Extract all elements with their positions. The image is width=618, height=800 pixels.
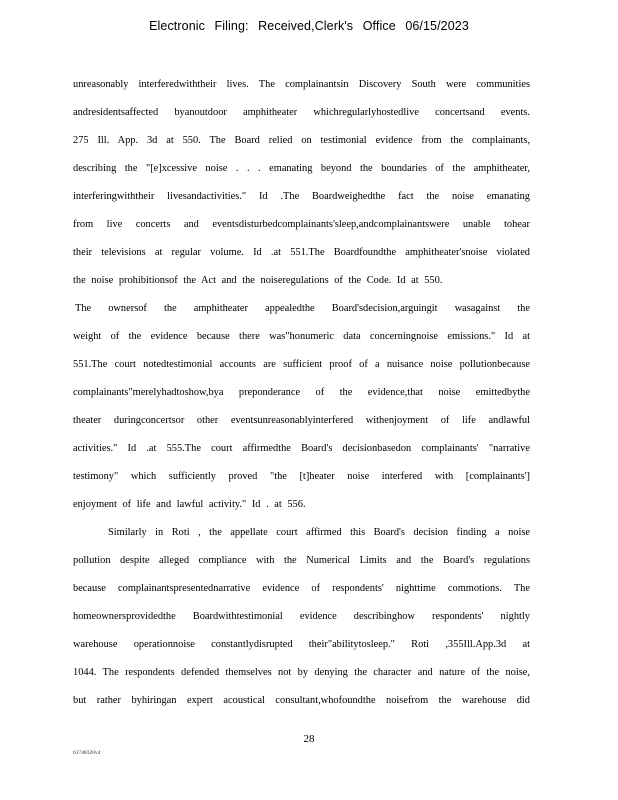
document-body bbox=[73, 71, 530, 715]
text-line: the noise prohibitionsof the Act and the noiseregulations of the Code. Id at 550. bbox=[73, 275, 443, 286]
text-line: The ownersof the amphitheater appealedthe Board'sdecision,arguingit wasagainst the bbox=[75, 303, 530, 314]
text-line: andresidentsaffected byanoutdoor amphitheater whichregularlyhostedlive concertsand events. bbox=[73, 107, 530, 118]
text-line: describing the "[e]xcessive noise . . . emanating beyond the boundaries of the amphitheater, bbox=[73, 163, 530, 174]
text-line: 551.The court notedtestimonial accounts are sufficient proof of a nuisance noise pollutionbecause bbox=[73, 359, 530, 370]
page-number: 28 bbox=[303, 733, 315, 745]
text-line: complainants"merelyhadtoshow,bya preponderance of the evidence,that noise emittedbythe bbox=[73, 387, 530, 398]
text-line: weight of the evidence because there was"honumeric data concerningnoise emissions." Id at bbox=[73, 331, 530, 342]
text-line: activities." Id .at 555.The court affirmedthe Board's decisionbasedon complainants' "narrative bbox=[73, 443, 530, 454]
text-line: unreasonably interferedwiththeir lives. The complainantsin Discovery South were communities bbox=[73, 79, 530, 90]
text-line: 1044. The respondents defended themselves not by denying the character and nature of the noise, bbox=[73, 667, 530, 678]
text-line: 275 Ill. App. 3d at 550. The Board relied on testimonial evidence from the complainants, bbox=[73, 135, 530, 146]
text-line: interferingwiththeir livesandactivities." Id .The Boardweighedthe fact the noise emanating bbox=[73, 191, 530, 202]
text-line: from live concerts and eventsdisturbedcomplainants'sleep,andcomplainantswere unable tohear bbox=[73, 219, 530, 230]
text-line: enjoyment of life and lawful activity." Id . at 556. bbox=[73, 499, 306, 510]
text-line: pollution despite alleged compliance with the Numerical Limits and the Board's regulations bbox=[73, 555, 530, 566]
text-line: warehouse operationnoise constantlydisrupted their"abilitytosleep." Roti ,355Ill.App.3d at bbox=[73, 639, 530, 650]
text-line: theater duringconcertsor other eventsunreasonablyinterfered withenjoyment of life andlawful bbox=[73, 415, 530, 426]
document-id: 61748320v4 bbox=[73, 750, 101, 756]
efiling-header-stamp: Electronic Filing: Received,Clerk's Office 06/15/2023 bbox=[149, 19, 469, 33]
text-line: testimony" which sufficiently proved "the [t]heater noise interfered with [complainants'] bbox=[73, 471, 530, 482]
text-line: homeownersprovidedthe Boardwithtestimonial evidence describinghow respondents' nightly bbox=[73, 611, 530, 622]
text-line: because complainantspresentednarrative evidence of respondents' nighttime commotions. The bbox=[73, 583, 530, 594]
text-line: their televisions at regular volume. Id .at 551.The Boardfoundthe amphitheater'snoise violated bbox=[73, 247, 530, 258]
text-line: Similarly in Roti , the appellate court affirmed this Board's decision finding a noise bbox=[108, 527, 530, 538]
text-line: but rather byhiringan expert acoustical consultant,whofoundthe noisefrom the warehouse did bbox=[73, 695, 530, 706]
